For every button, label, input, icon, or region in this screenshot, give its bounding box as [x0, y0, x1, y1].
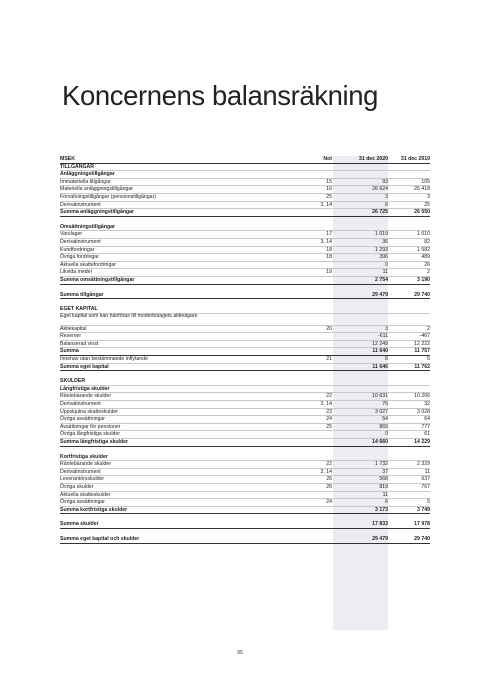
- section-heading: [60, 164, 430, 172]
- table-row: [60, 262, 430, 270]
- table-row: [60, 499, 430, 507]
- row-label: Derivatinstrument: [60, 468, 101, 475]
- row-label: Eget kapital som kan hänföras till moderbolagets aktieägare: [60, 313, 198, 320]
- header-note: Not: [323, 156, 332, 162]
- value-2019: 64: [424, 416, 430, 423]
- row-note: 22: [326, 393, 332, 400]
- total-row: [60, 348, 430, 356]
- value-2020: 3 173: [375, 506, 388, 513]
- value-2020: 6: [385, 499, 388, 506]
- row-label: Anläggningstillgångar: [60, 171, 115, 178]
- row-spacer: [60, 529, 430, 536]
- value-2019: 637: [421, 476, 430, 483]
- subsection-heading: [60, 386, 430, 394]
- value-2020: 11: [382, 269, 388, 276]
- table-row: [60, 401, 430, 409]
- table-row: [60, 326, 430, 334]
- value-2019: 1 582: [417, 246, 430, 253]
- row-label: Materiella anläggningstillgångar: [60, 186, 133, 193]
- value-2019: 26 418: [414, 186, 430, 193]
- table-header: [60, 156, 430, 164]
- value-2020: 1 732: [375, 461, 388, 468]
- row-label: Reserver: [60, 333, 82, 340]
- value-2020: 3: [385, 325, 388, 332]
- row-label: Summa kortfristiga skulder: [60, 506, 128, 513]
- row-label: Förvaltningstillgångar (pensionstillgångar): [60, 193, 157, 200]
- subsection-heading: [60, 171, 430, 179]
- value-2019: 29 740: [414, 535, 430, 542]
- value-2020: 26 725: [372, 209, 388, 216]
- row-label: Summa långfristiga skulder: [60, 439, 129, 445]
- table-row: [60, 231, 430, 239]
- value-2020: 36: [382, 238, 388, 245]
- row-label: Summa skulder: [60, 521, 99, 528]
- row-label: Omsättningstillgångar: [60, 223, 116, 230]
- row-note: 24: [326, 499, 332, 506]
- table-row: [60, 239, 430, 247]
- table-row: [60, 409, 430, 417]
- value-2020: -611: [378, 333, 388, 340]
- value-2019: 11 762: [414, 363, 430, 370]
- row-note: 3, 14: [320, 468, 332, 475]
- row-label: Balanserad vinst: [60, 340, 99, 347]
- value-2020: 14 660: [372, 439, 388, 445]
- row-spacer: [60, 447, 430, 454]
- value-2020: 0: [385, 431, 388, 438]
- row-spacer: [60, 285, 430, 292]
- row-label: Aktiekapital: [60, 325, 87, 332]
- row-label: EGET KAPITAL: [60, 306, 98, 313]
- page-title: Koncernens balansräkning: [62, 80, 379, 111]
- value-2019: 25: [424, 201, 430, 208]
- value-2019: 11 757: [414, 348, 430, 355]
- value-2020: 29 479: [372, 291, 388, 298]
- row-note: 25: [326, 423, 332, 430]
- total-row: [60, 439, 430, 447]
- table-row: [60, 194, 430, 202]
- row-label: Summa tillgångar: [60, 291, 104, 298]
- value-2019: 14 229: [414, 439, 430, 445]
- value-2020: 11 640: [372, 348, 388, 355]
- row-label: Kortfristiga skulder: [60, 453, 108, 460]
- header-col-2020: 31 dec 2020: [358, 156, 388, 162]
- value-2019: 767: [421, 483, 430, 490]
- row-label: SKULDER: [60, 378, 86, 385]
- table-row: [60, 393, 430, 401]
- value-2020: 0: [385, 261, 388, 268]
- total-row: [60, 292, 430, 300]
- value-2019: 3 190: [417, 276, 430, 283]
- row-label: Innehav utan bestämmande inflytande: [60, 356, 148, 363]
- value-2019: 5: [427, 356, 430, 363]
- value-2020: 93: [382, 178, 388, 185]
- row-label: Likvida medel: [60, 269, 92, 276]
- table-row: [60, 484, 430, 492]
- row-spacer: [60, 371, 430, 378]
- row-label: Räntebärande skulder: [60, 393, 112, 400]
- header-label: MSEK: [60, 156, 75, 162]
- subsection-heading: [60, 224, 430, 232]
- table-row: [60, 333, 430, 341]
- value-2019: 29 740: [414, 291, 430, 298]
- row-note: 26: [326, 476, 332, 483]
- row-label: Kundfordringar: [60, 246, 95, 253]
- total-row: [60, 536, 430, 544]
- value-2019: 5: [427, 499, 430, 506]
- row-label: Summa anläggningstillgångar: [60, 209, 135, 216]
- row-note: 15: [326, 178, 332, 185]
- table-row: [60, 431, 430, 439]
- row-label: Immateriella tillgångar: [60, 178, 111, 185]
- table-row: [60, 186, 430, 194]
- table-row: [60, 269, 430, 277]
- value-2019: 3 028: [417, 408, 430, 415]
- table-row: [60, 492, 430, 500]
- total-row: [60, 209, 430, 217]
- row-note: 19: [326, 269, 332, 276]
- value-2019: 105: [421, 178, 430, 185]
- value-2020: 3: [385, 193, 388, 200]
- row-note: 20: [326, 325, 332, 332]
- row-label: TILLGÅNGAR: [60, 163, 95, 170]
- value-2019: 32: [424, 401, 430, 408]
- value-2020: 819: [379, 483, 388, 490]
- table-body: [60, 164, 430, 544]
- row-note: 21: [326, 356, 332, 363]
- table-row: [60, 469, 430, 477]
- table-row: [60, 314, 430, 326]
- value-2020: 6: [385, 201, 388, 208]
- total-row: [60, 364, 430, 372]
- value-2020: 568: [379, 476, 388, 483]
- balance-sheet-table: [60, 156, 430, 544]
- row-label: Summa: [60, 348, 79, 355]
- row-label: Summa omsättningstillgångar: [60, 276, 135, 283]
- row-note: 3, 14: [320, 238, 332, 245]
- value-2020: 26 624: [372, 186, 388, 193]
- row-spacer: [60, 299, 430, 306]
- value-2020: 37: [382, 468, 388, 475]
- header-col-2019: 31 dec 2019: [400, 156, 430, 162]
- row-note: 25: [326, 193, 332, 200]
- value-2020: 54: [382, 416, 388, 423]
- row-label: Övriga långfristiga skulder: [60, 431, 120, 438]
- row-note: 17: [326, 231, 332, 238]
- value-2019: 11: [424, 468, 430, 475]
- total-row: [60, 277, 430, 285]
- table-row: [60, 247, 430, 255]
- table-row: [60, 461, 430, 469]
- row-label: Summa eget kapital och skulder: [60, 535, 140, 542]
- value-2020: 29 479: [372, 535, 388, 542]
- value-2020: 10 631: [372, 393, 388, 400]
- value-2020: 12 249: [372, 340, 388, 347]
- row-spacer: [60, 514, 430, 521]
- row-note: 3, 14: [320, 401, 332, 408]
- value-2019: 61: [424, 431, 430, 438]
- row-note: 16: [326, 186, 332, 193]
- table-row: [60, 356, 430, 364]
- value-2020: 6: [385, 356, 388, 363]
- row-label: Övriga fordringar: [60, 254, 99, 261]
- subsection-heading: [60, 454, 430, 462]
- total-row: [60, 521, 430, 529]
- total-row: [60, 507, 430, 515]
- row-label: Summa eget kapital: [60, 363, 109, 370]
- table-row: [60, 476, 430, 484]
- row-label: Övriga skulder: [60, 483, 94, 490]
- row-note: 3, 14: [320, 201, 332, 208]
- row-label: Aktuella skatteskulder: [60, 491, 111, 498]
- row-note: 23: [326, 408, 332, 415]
- row-label: Avsättningar för pensioner: [60, 423, 121, 430]
- value-2020: 17 833: [372, 521, 388, 528]
- value-2019: 2 329: [417, 461, 430, 468]
- value-2020: 11 646: [372, 363, 388, 370]
- value-2019: -467: [419, 333, 430, 340]
- table-row: [60, 416, 430, 424]
- row-note: 18: [326, 246, 332, 253]
- row-label: Derivatinstrument: [60, 201, 101, 208]
- value-2020: 396: [379, 254, 388, 261]
- row-note: 18: [326, 254, 332, 261]
- row-label: Derivatinstrument: [60, 238, 101, 245]
- value-2019: 26 550: [414, 209, 430, 216]
- value-2020: 869: [379, 423, 388, 430]
- row-label: Uppskjutna skatteskulder: [60, 408, 118, 415]
- value-2019: 2: [427, 325, 430, 332]
- value-2020: 2 754: [375, 276, 388, 283]
- value-2019: 2: [427, 269, 430, 276]
- value-2019: 12 222: [414, 340, 430, 347]
- section-heading: [60, 378, 430, 386]
- row-note: 26: [326, 483, 332, 490]
- table-row: [60, 254, 430, 262]
- value-2020: 1 019: [375, 231, 388, 238]
- row-spacer: [60, 217, 430, 224]
- value-2020: 11: [382, 491, 388, 498]
- page-number: 95: [236, 650, 244, 656]
- value-2019: 3 749: [417, 506, 430, 513]
- row-note: 22: [326, 461, 332, 468]
- value-2019: 17 978: [414, 521, 430, 528]
- value-2019: 489: [421, 254, 430, 261]
- row-label: Övriga avsättningar: [60, 499, 105, 506]
- row-label: Aktuella skattefordringar: [60, 261, 116, 268]
- row-label: Varulager: [60, 231, 83, 238]
- value-2019: 1 010: [417, 231, 430, 238]
- row-label: Derivatinstrument: [60, 401, 101, 408]
- value-2019: 82: [424, 238, 430, 245]
- table-row: [60, 341, 430, 349]
- row-label: Räntebärande skulder: [60, 461, 112, 468]
- value-2020: 76: [382, 401, 388, 408]
- row-note: 24: [326, 416, 332, 423]
- value-2019: 26: [424, 261, 430, 268]
- row-label: Långfristiga skulder: [60, 385, 110, 392]
- value-2020: 1 293: [375, 246, 388, 253]
- value-2019: 777: [421, 423, 430, 430]
- value-2019: 3: [427, 193, 430, 200]
- value-2020: 3 027: [375, 408, 388, 415]
- row-label: Övriga avsättningar: [60, 416, 105, 423]
- row-label: Leverantörsskulder: [60, 476, 105, 483]
- value-2019: 10 266: [414, 393, 430, 400]
